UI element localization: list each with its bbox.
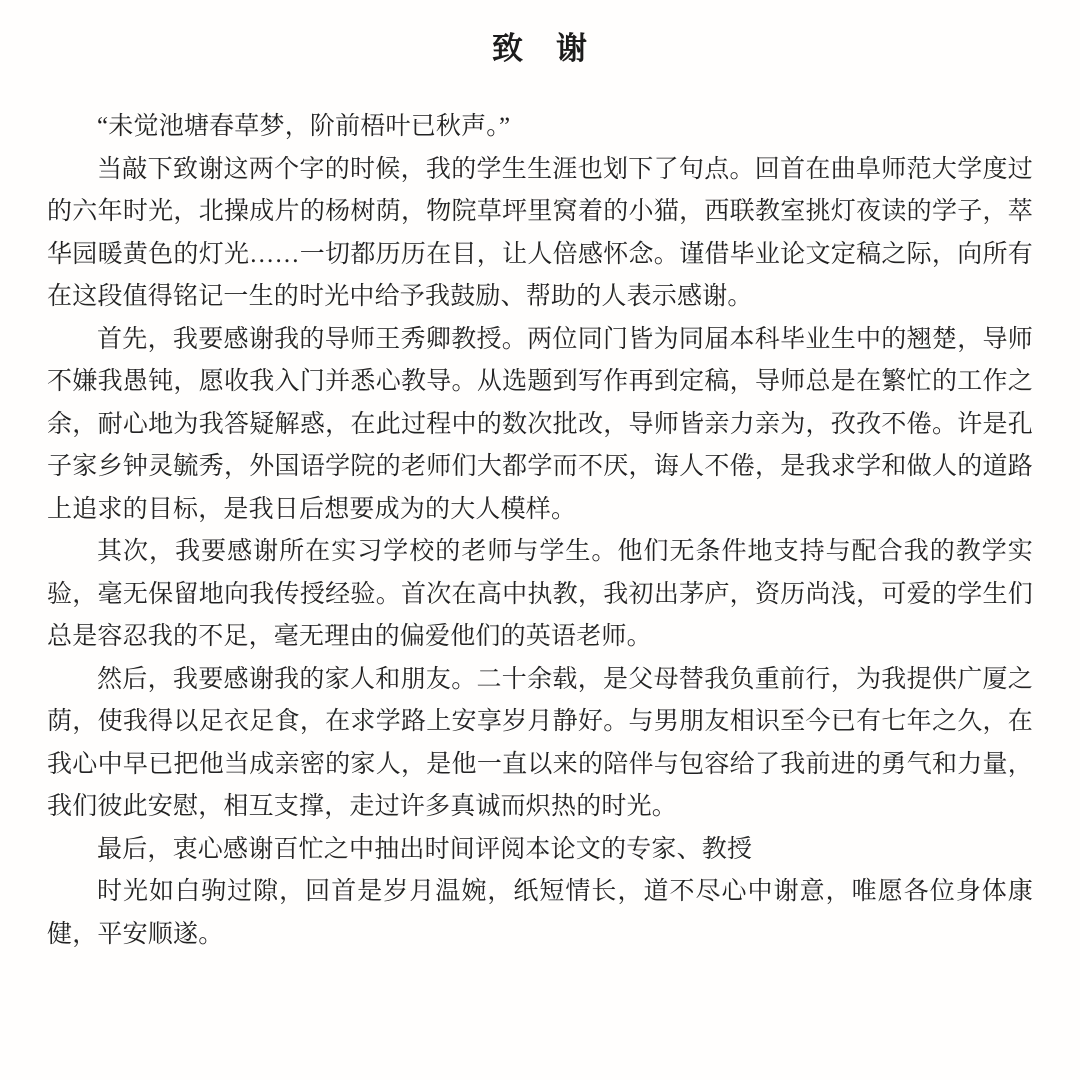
paragraph: 然后，我要感谢我的家人和朋友。二十余载，是父母替我负重前行，为我提供广厦之荫，使我得以足衣足食，在求学路上安享岁月静好。与男朋友相识至今已有七年之久，在我心中早已把他当成亲密的家人，是他一直以来的陪伴与包容给了我前进的勇气和力量，我们彼此安慰，相互支撑，走过许多真诚而炽热的时光。: [47, 665, 1033, 820]
paragraph: 其次，我要感谢所在实习学校的老师与学生。他们无条件地支持与配合我的教学实验，毫无保留地向我传授经验。首次在高中执教，我初出茅庐，资历尚浅，可爱的学生们总是容忍我的不足，毫无理由的偏爱他们的英语老师。: [47, 538, 1033, 650]
paragraph: 当敲下致谢这两个字的时候，我的学生生涯也划下了句点。回首在曲阜师范大学度过的六年时光，北操成片的杨树荫，物院草坪里窝着的小猫，西联教室挑灯夜读的学子，萃华园暖黄色的灯光……一切都历历在目，让人倍感怀念。谨借毕业论文定稿之际，向所有在这段值得铭记一生的时光中给予我鼓励、帮助的人表示感谢。: [47, 155, 1033, 310]
paragraph: 时光如白驹过隙，回首是岁月温婉，纸短情长，道不尽心中谢意，唯愿各位身体康健，平安顺遂。: [47, 878, 1033, 948]
document-body: [47, 106, 1033, 956]
page-title: 致 谢: [492, 31, 588, 66]
paragraph: 最后，衷心感谢百忙之中抽出时间评阅本论文的专家、教授: [97, 835, 753, 863]
paragraph: 首先，我要感谢我的导师王秀卿教授。两位同门皆为同届本科毕业生中的翘楚，导师不嫌我愚钝，愿收我入门并悉心教导。从选题到写作再到定稿，导师总是在繁忙的工作之余，耐心地为我答疑解惑，在此过程中的数次批改，导师皆亲力亲为，孜孜不倦。许是孔子家乡钟灵毓秀，外国语学院的老师们大都学而不厌，诲人不倦，是我求学和做人的道路上追求的目标，是我日后想要成为的大人模样。: [47, 325, 1033, 523]
paragraph: “未觉池塘春草梦，阶前梧叶已秋声。”: [97, 113, 511, 140]
